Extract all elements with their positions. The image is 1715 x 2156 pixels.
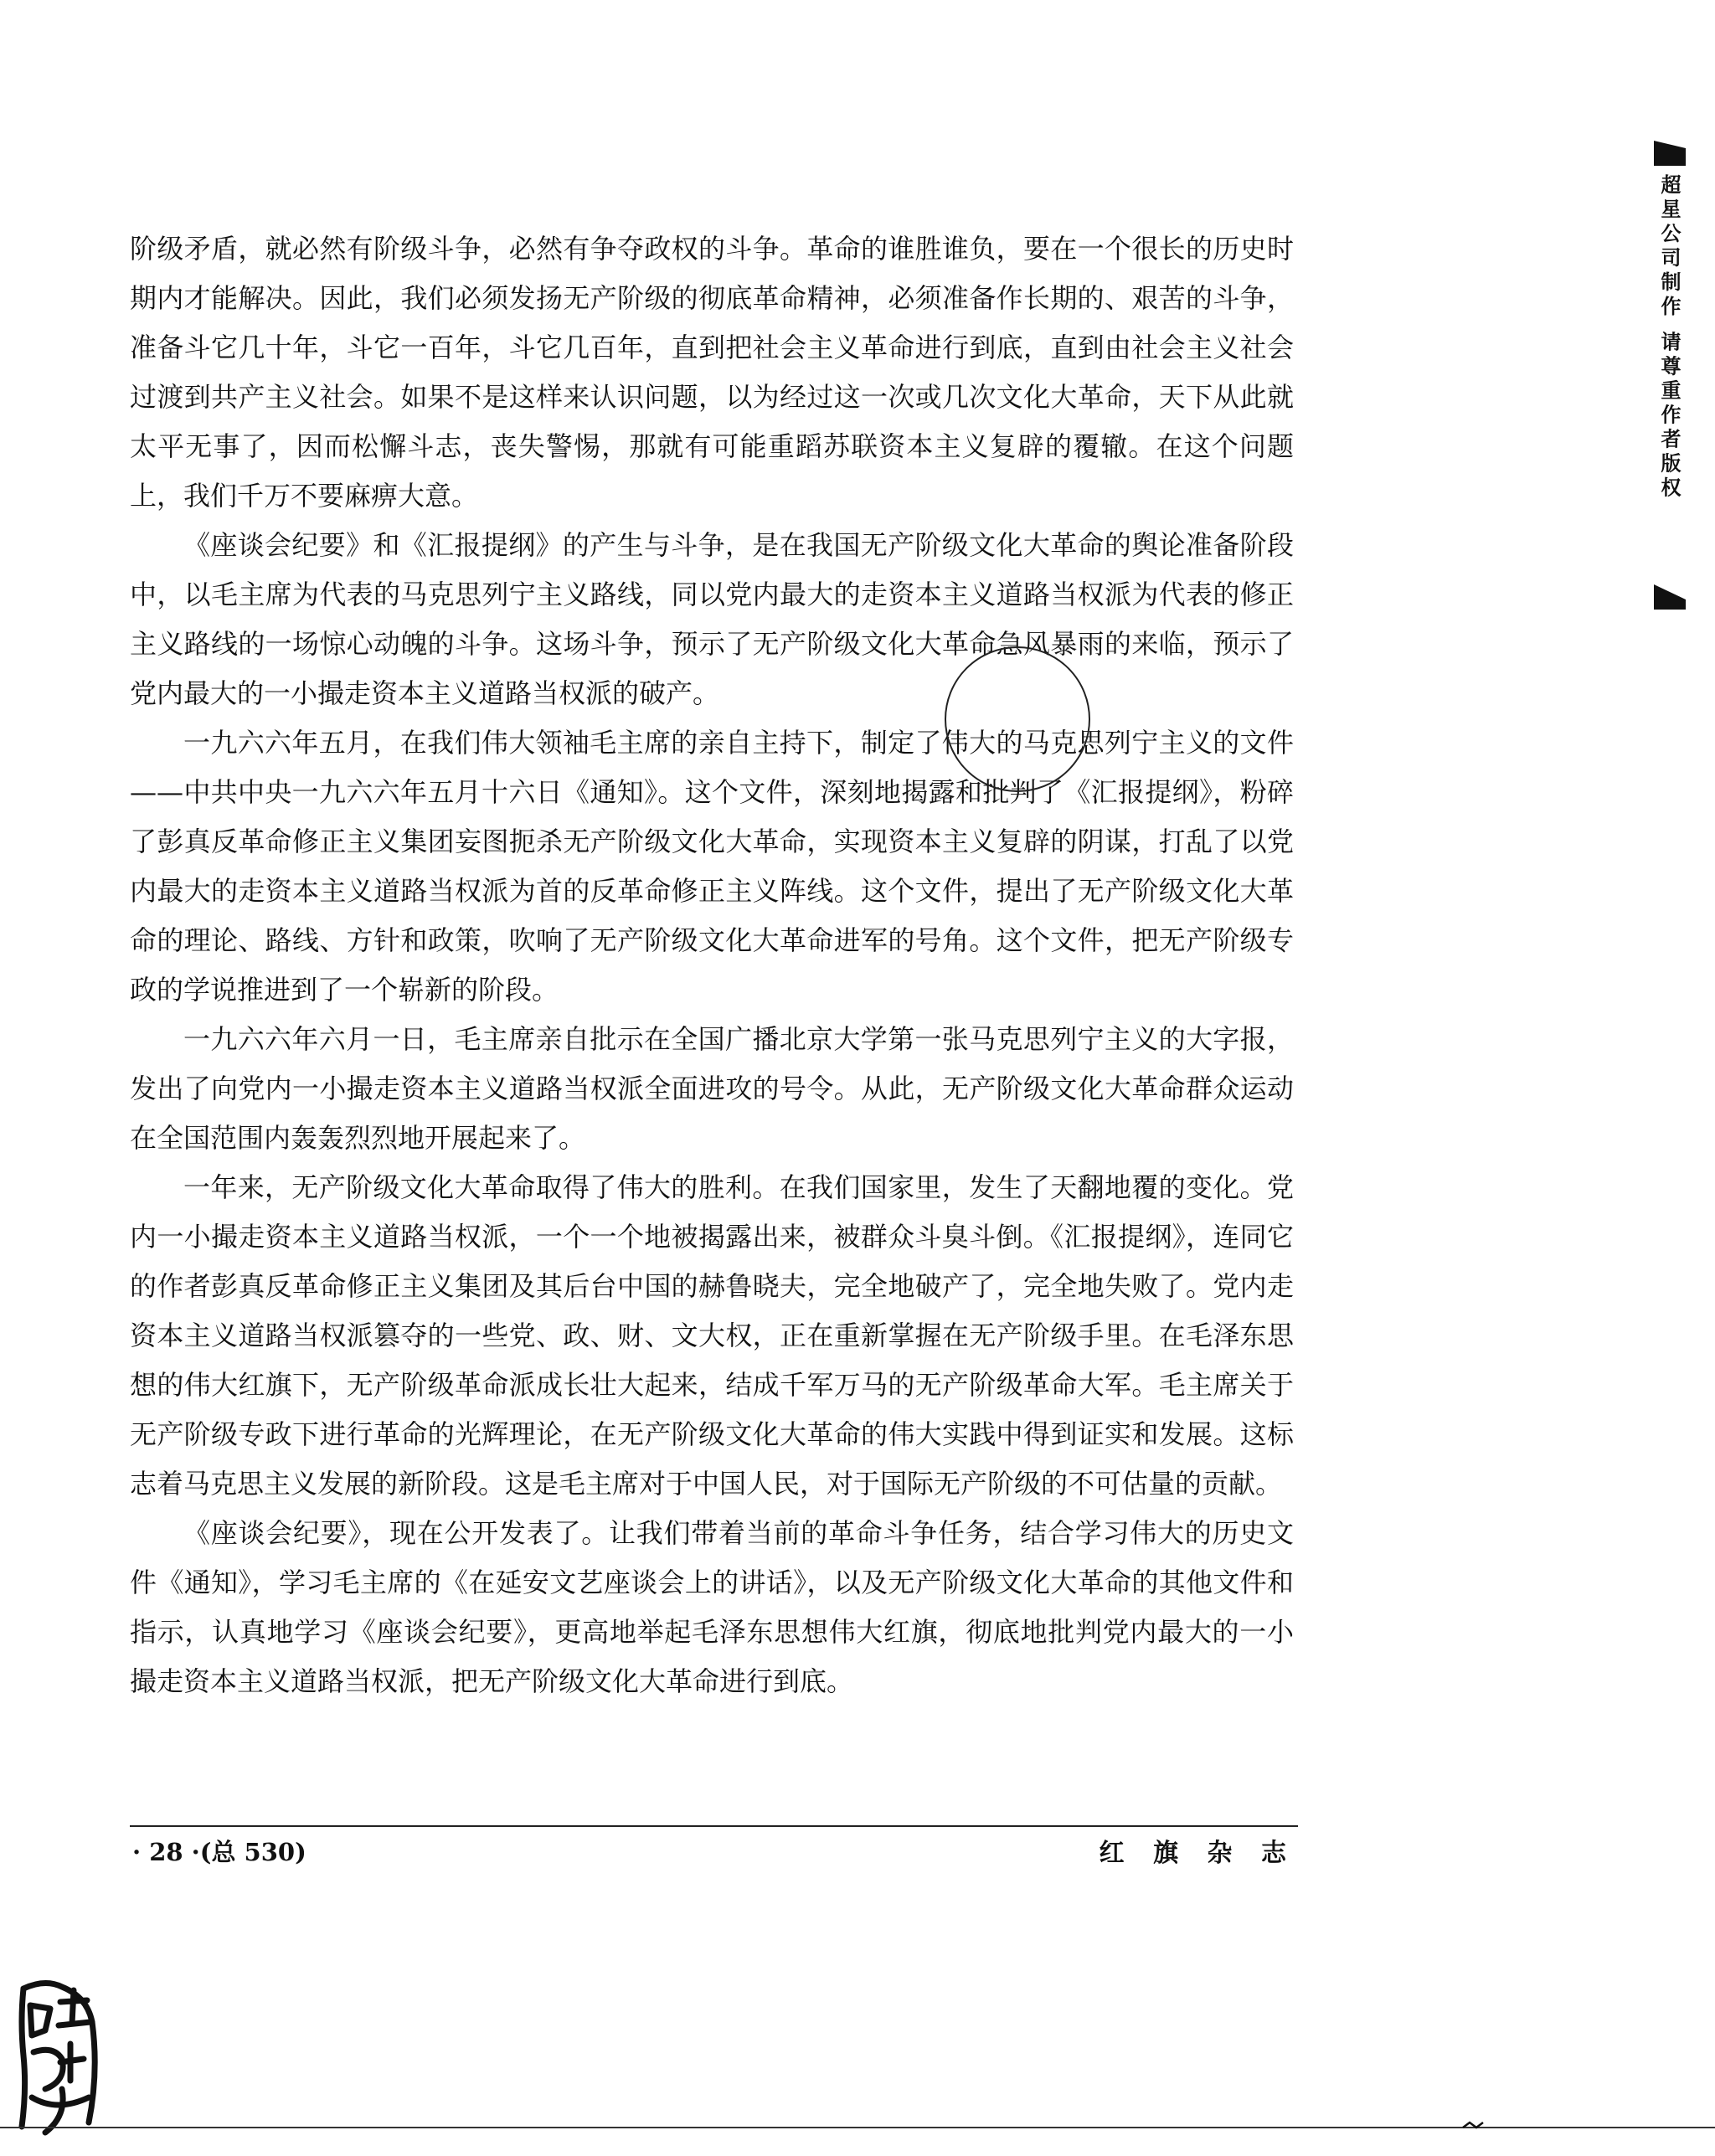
paragraph-5: 一年来，无产阶级文化大革命取得了伟大的胜利。在我们国家里，发生了天翻地覆的变化。党内一小撮走资本主义道路当权派，一个一个地被揭露出来，被群众斗臭斗倒。《汇报提纲》，连同它的作者彭真反革命修正主义集团及其后台中国的赫鲁晓夫，完全地破产了，完全地失败了。党内走资本主义道路当权派篡夺的一些党、政、财、文大权，正在重新掌握在无产阶级手里。在毛泽东思想的伟大红旗下，无产阶级革命派成长壮大起来，结成千军万马的无产阶级革命大军。毛主席关于无产阶级专政下进行革命的光辉理论，在无产阶级文化大革命的伟大实践中得到证实和发展。这标志着马克思主义发展的新阶段。这是毛主席对于中国人民，对于国际无产阶级的不可估量的贡献。 [130, 1171, 1294, 1500]
paragraph-3: 一九六六年五月，在我们伟大领袖毛主席的亲自主持下，制定了伟大的马克思列宁主义的文件——中共中央一九六六年五月十六日《通知》。这个文件，深刻地揭露和批判了《汇报提纲》，粉碎了彭真反革命修正主义集团妄图扼杀无产阶级文化大革命，实现资本主义复辟的阴谋，打乱了以党内最大的走资本主义道路当权派为首的反革命修正主义阵线。这个文件，提出了无产阶级文化大革命的理论、路线、方针和政策，吹响了无产阶级文化大革命进军的号角。这个文件，把无产阶级专政的学说推进到了一个崭新的阶段。 [130, 727, 1294, 1006]
paragraph-2: 《座谈会纪要》和《汇报提纲》的产生与斗争，是在我国无产阶级文化大革命的舆论准备阶段中，以毛主席为代表的马克思列宁主义路线，同以党内最大的走资本主义道路当权派为代表的修正主义路线的一场惊心动魄的斗争。这场斗争，预示了无产阶级文化大革命急风暴雨的来临，预示了党内最大的一小撮走资本主义道路当权派的破产。 [130, 529, 1294, 709]
scan-mark-icon [1461, 2121, 1486, 2129]
banner-bar-bottom [1654, 584, 1686, 610]
footer-rule [130, 1825, 1298, 1827]
banner-bar-top [1654, 141, 1686, 166]
seal-stamp-icon [12, 1972, 106, 2139]
watermark-banner [1654, 141, 1687, 610]
paragraph-4: 一九六六年六月一日，毛主席亲自批示在全国广播北京大学第一张马克思列宁主义的大字报，发出了向党内一小撮走资本主义道路当权派全面进攻的号令。从此，无产阶级文化大革命群众运动在全国范围内轰轰烈烈地开展起来了。 [130, 1023, 1294, 1154]
paragraph-1: 阶级矛盾，就必然有阶级斗争，必然有争夺政权的斗争。革命的谁胜谁负，要在一个很长的历史时期内才能解决。因此，我们必须发扬无产阶级的彻底革命精神，必须准备作长期的、艰苦的斗争，准备斗它几十年，斗它一百年，斗它几百年，直到把社会主义革命进行到底，直到由社会主义社会过渡到共产主义社会。如果不是这样来认识问题，以为经过这一次或几次文化大革命，天下从此就太平无事了，因而松懈斗志，丧失警惕，那就有可能重蹈苏联资本主义复辟的覆辙。在这个问题上，我们千万不要麻痹大意。 [130, 233, 1294, 512]
publication-name: 红 旗 杂 志 [1099, 1839, 1296, 1868]
bottom-edge-rule [0, 2127, 1715, 2128]
watermark-text: 超星公司制作 请尊重作者版权 [1657, 174, 1681, 502]
circle-stamp-mark [945, 646, 1090, 792]
page-number: · 28 ·(总 530) [132, 1838, 306, 1866]
paragraph-6: 《座谈会纪要》，现在公开发表了。让我们带着当前的革命斗争任务，结合学习伟大的历史文件《通知》，学习毛主席的《在延安文艺座谈会上的讲话》，以及无产阶级文化大革命的其他文件和指示，认真地学习《座谈会纪要》，更高地举起毛泽东思想伟大红旗，彻底地批判党内最大的一小撮走资本主义道路当权派，把无产阶级文化大革命进行到底。 [130, 1517, 1294, 1697]
article-body [130, 224, 1294, 1706]
